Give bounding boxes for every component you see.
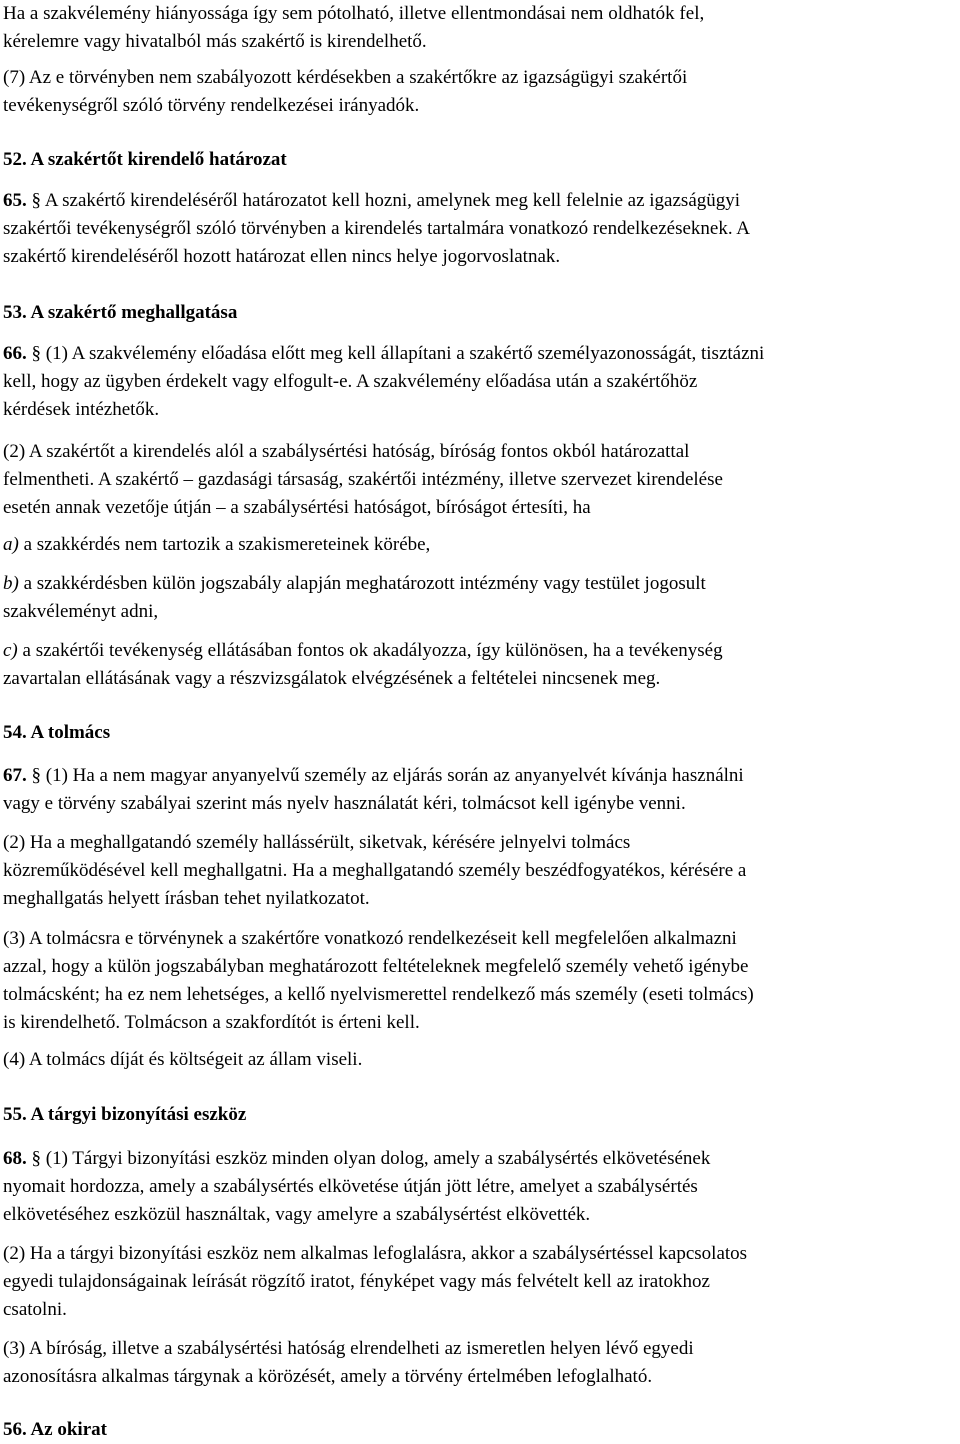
text-line: szakértő kirendeléséről hozott határozat ellen nincs helye jogorvoslatnak. (3, 246, 561, 267)
text-line: csatolni. (3, 1299, 67, 1320)
text-line: kérelemre vagy hivatalból más szakértő is kirendelhető. (3, 31, 427, 52)
section-number: 68. (3, 1148, 27, 1169)
item-marker: c) (3, 640, 18, 661)
text-line: (2) A szakértőt a kirendelés alól a szabálysértési hatóság, bíróság fontos okból határozattal (3, 441, 690, 462)
text-line: elkövetéséhez eszközül használtak, vagy amelyre a szabálysértést elkövették. (3, 1204, 591, 1225)
section-number: 66. (3, 343, 27, 364)
paragraph (3, 1240, 955, 1324)
text-line: a szakkérdésben külön jogszabály alapján meghatározott intézmény vagy testület jogosult (23, 573, 706, 594)
text-line: szakvéleményt adni, (3, 601, 159, 622)
text-line: a szakkérdés nem tartozik a szakismereteinek körébe, (23, 534, 431, 555)
paragraph (3, 1046, 955, 1074)
text-line: kérdések intézhetők. (3, 399, 160, 420)
text-line: meghallgatás helyett írásban tehet nyilatkozatot. (3, 888, 370, 909)
text-line: esetén annak vezetője útján – a szabálysértési hatóságot, bíróságot értesíti, ha (3, 497, 591, 518)
item-marker: a) (3, 534, 19, 555)
text-line: azzal, hogy a külön jogszabályban meghatározott feltételeknek megfelelő személy vehető igénybe (3, 956, 749, 977)
text-line: (1) A szakvélemény előadása előtt meg kell állapítani a szakértő személyazonosságát, tisztázni (45, 343, 765, 364)
section-heading: 55. A tárgyi bizonyítási eszköz (3, 1104, 247, 1125)
section-heading: 53. A szakértő meghallgatása (3, 302, 238, 323)
text-line: Ha a szakvélemény hiányossága így sem pótolható, illetve ellentmondásai nem oldhatók fel, (3, 3, 705, 24)
text-line: (3) A tolmácsra e törvénynek a szakértőre vonatkozó rendelkezéseit kell megfelelően alkalmazni (3, 928, 737, 949)
paragraph (3, 187, 955, 271)
section-heading: 52. A szakértőt kirendelő határozat (3, 149, 287, 170)
list-item (3, 570, 955, 626)
text-line: is kirendelhető. Tolmácson a szakfordítót is érteni kell. (3, 1012, 420, 1033)
section-sign: § (31, 190, 41, 211)
paragraph (3, 1335, 955, 1391)
text-line: (2) Ha a meghallgatandó személy hallássérült, siketvak, kérésére jelnyelvi tolmács (3, 832, 631, 853)
text-line: (7) Az e törvényben nem szabályozott kérdésekben a szakértőkre az igazságügyi szakértői (3, 67, 688, 88)
text-line: A szakértő kirendeléséről határozatot kell hozni, amelynek meg kell felelnie az igazságügyi (44, 190, 741, 211)
text-line: vagy e törvény szabályai szerint más nyelv használatát kéri, tolmácsot kell igénybe venni. (3, 793, 686, 814)
text-line: tevékenységről szóló törvény rendelkezései irányadók. (3, 95, 420, 116)
section-heading: 56. Az okirat (3, 1419, 107, 1440)
paragraph (3, 340, 955, 424)
list-item (3, 531, 955, 559)
section-heading: 54. A tolmács (3, 722, 111, 743)
text-line: tolmácsként; ha ez nem lehetséges, a kellő nyelvismerettel rendelkező más személy (eseti tolmács) (3, 984, 754, 1005)
text-line: felmentheti. A szakértő – gazdasági társaság, szakértői intézmény, illetve szervezet kirendelése (3, 469, 723, 490)
text-line: (3) A bíróság, illetve a szabálysértési hatóság elrendelheti az ismeretlen helyen lévő egyedi (3, 1338, 694, 1359)
paragraph (3, 829, 955, 913)
paragraph (3, 762, 955, 818)
text-line: szakértői tevékenységről szóló törvényben a kirendelés tartalmára vonatkozó rendelkezéseknek. A (3, 218, 751, 239)
text-line: (4) A tolmács díját és költségeit az állam viseli. (3, 1049, 363, 1070)
paragraph (3, 0, 955, 56)
text-line: egyedi tulajdonságainak leírását rögzítő iratot, fényképet vagy más felvételt kell az iratokhoz (3, 1271, 710, 1292)
list-item (3, 637, 955, 693)
text-line: azonosításra alkalmas tárgynak a körözését, amely a törvény értelmében lefoglalható. (3, 1366, 653, 1387)
text-line: (1) Tárgyi bizonyítási eszköz minden olyan dolog, amely a szabálysértés elkövetésének (45, 1148, 711, 1169)
text-line: zavartalan ellátásának vagy a részvizsgálatok elvégzésének a feltételei nincsenek meg. (3, 668, 661, 689)
section-sign: § (31, 1148, 41, 1169)
section-number: 67. (3, 765, 27, 786)
section-sign: § (31, 765, 41, 786)
text-line: (2) Ha a tárgyi bizonyítási eszköz nem alkalmas lefoglalásra, akkor a szabálysértéssel kapcsolatos (3, 1243, 748, 1264)
item-marker: b) (3, 573, 19, 594)
text-line: nyomait hordozza, amely a szabálysértés elkövetése útján jött létre, amelyet a szabálysértés (3, 1176, 698, 1197)
text-line: a szakértői tevékenység ellátásában fontos ok akadályozza, így különösen, ha a tevékenység (22, 640, 723, 661)
paragraph (3, 925, 955, 1037)
text-line: (1) Ha a nem magyar anyanyelvű személy az eljárás során az anyanyelvét kívánja használni (45, 765, 744, 786)
text-line: közreműködésével kell meghallgatni. Ha a meghallgatandó személy beszédfogyatékos, kérésére a (3, 860, 747, 881)
text-line: kell, hogy az ügyben érdekelt vagy elfogult-e. A szakvélemény előadása után a szakértőhöz (3, 371, 698, 392)
paragraph (3, 64, 955, 120)
paragraph (3, 1145, 955, 1229)
section-number: 65. (3, 190, 27, 211)
section-sign: § (31, 343, 41, 364)
paragraph (3, 438, 955, 522)
